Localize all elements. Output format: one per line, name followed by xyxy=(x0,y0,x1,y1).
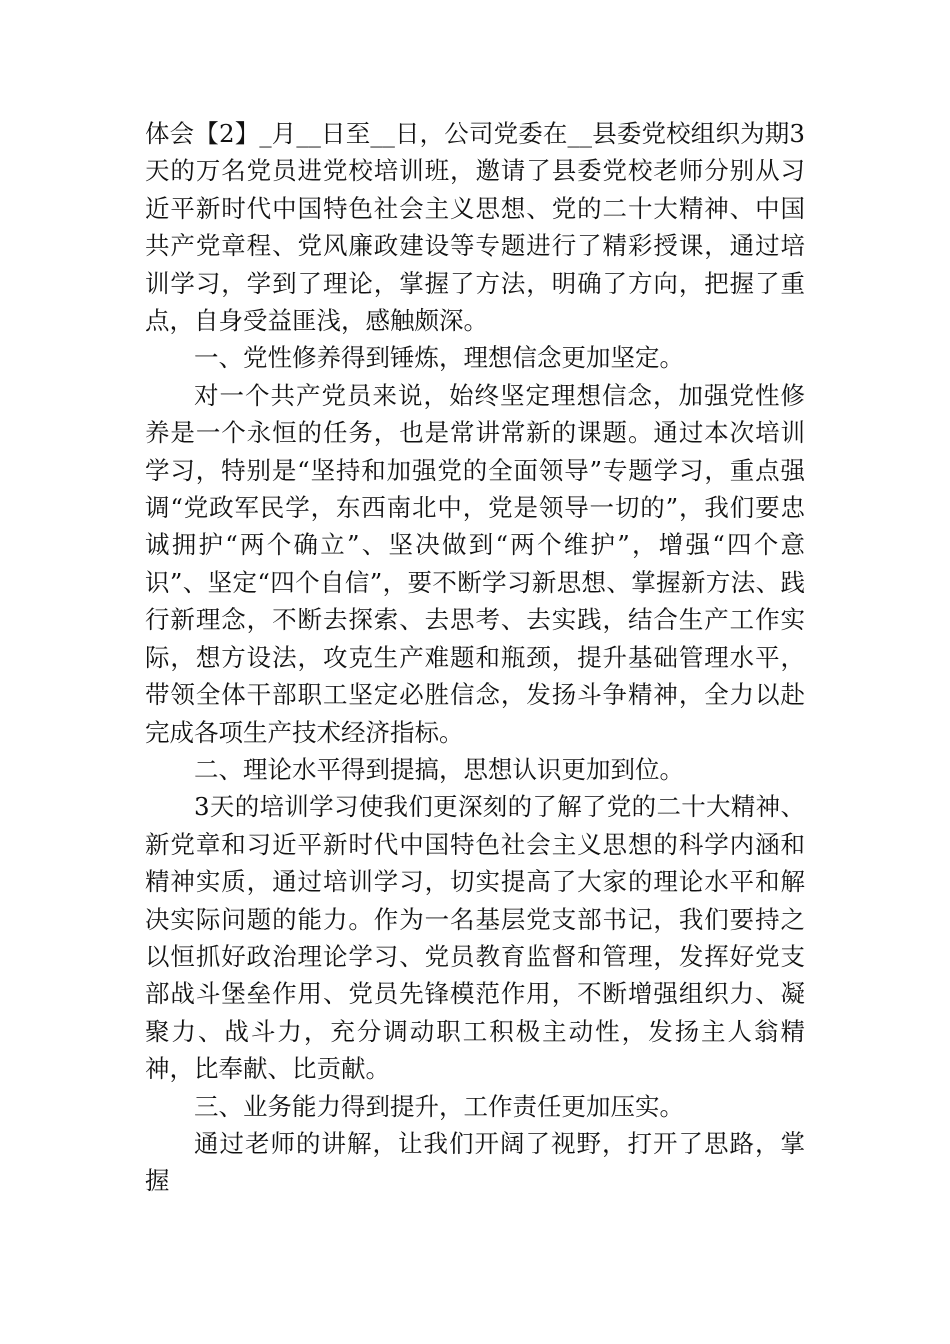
section-heading-1: 一、党性修养得到锤炼，理想信念更加坚定。 xyxy=(194,343,684,373)
intro-paragraph: 体会【2】_月__日至__日，公司党委在__县委党校组织为期3天的万名党员进党校培训班，邀请了县委党校老师分别从习近平新时代中国特色社会主义思想、党的二十大精神、中国共产党章程、党风廉政建设等专题进行了精彩授课，通过培训学习，学到了理论，掌握了方法，明确了方向，把握了重点，自身受益匪浅，感触颇深。 xyxy=(145,119,805,336)
section-heading-3: 三、业务能力得到提升，工作责任更加压实。 xyxy=(194,1091,684,1121)
section-heading-2: 二、理论水平得到提搞，思想认识更加到位。 xyxy=(194,754,684,784)
section-paragraph-3: 通过老师的讲解，让我们开阔了视野，打开了思路，掌握 xyxy=(145,1128,805,1196)
document-body xyxy=(145,115,805,1200)
section-paragraph-2: 3天的培训学习使我们更深刻的了解了党的二十大精神、新党章和习近平新时代中国特色社会主义思想的科学内涵和精神实质，通过培训学习，切实提高了大家的理论水平和解决实际问题的能力。作为一名基层党支部书记，我们要持之以恒抓好政治理论学习、党员教育监督和管理，发挥好党支部战斗堡垒作用、党员先锋模范作用，不断增强组织力、凝聚力、战斗力，充分调动职工积极主动性，发扬主人翁精神，比奉献、比贡献。 xyxy=(145,792,805,1084)
section-paragraph-1: 对一个共产党员来说，始终坚定理想信念，加强党性修养是一个永恒的任务，也是常讲常新的课题。通过本次培训学习，特别是“坚持和加强党的全面领导”专题学习，重点强调“党政军民学，东西南北中，党是领导一切的”，我们要忠诚拥护“两个确立”、坚决做到“两个维护”，增强“四个意识”、坚定“四个自信”，要不断学习新思想、掌握新方法、践行新理念，不断去探索、去思考、去实践，结合生产工作实际，想方设法，攻克生产难题和瓶颈，提升基础管理水平，带领全体干部职工坚定必胜信念，发扬斗争精神，全力以赴完成各项生产技术经济指标。 xyxy=(145,380,805,747)
